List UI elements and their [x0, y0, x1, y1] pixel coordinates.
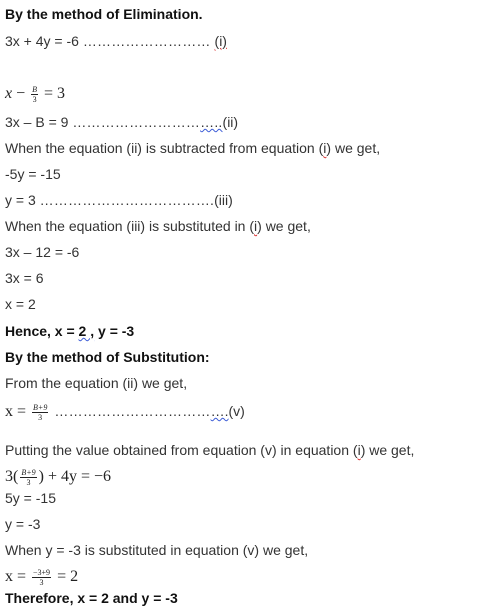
- subtract-instruction: [5, 140, 380, 156]
- equation-ii: [5, 114, 238, 130]
- text-segment: When the equation (ii) is subtracted from equation (: [5, 140, 324, 156]
- equation-i: [5, 33, 227, 49]
- math-minus: −: [16, 85, 26, 102]
- fraction-numerator: −3+9: [33, 567, 51, 577]
- elimination-heading: By the method of Elimination.: [5, 6, 203, 22]
- fraction: [32, 568, 51, 587]
- text-segment: Putting the value obtained from equation (v) in equation (: [5, 442, 358, 458]
- math-x-minus-b-over-3: [5, 82, 65, 106]
- fraction-denominator: 3: [39, 577, 44, 587]
- fraction: [32, 403, 48, 422]
- elimination-result: [5, 323, 134, 339]
- text-segment: ) we get,: [257, 218, 311, 234]
- fraction-denominator: 3: [32, 94, 37, 104]
- fraction-numerator: B: [32, 84, 38, 94]
- leader-dots: ………………………: [72, 114, 201, 130]
- math-x-result: [5, 566, 78, 588]
- equation-iii-label: (iii): [214, 192, 233, 208]
- leader-dots-flagged: …..: [200, 114, 223, 130]
- from-equation-line: From the equation (ii) we get,: [5, 375, 188, 391]
- equation-ii-label: (ii): [222, 114, 239, 130]
- text-segment: ) we get,: [360, 442, 415, 458]
- fraction-numerator: B+9: [21, 467, 36, 477]
- flagged-text: 2 ,: [78, 323, 95, 339]
- when-substituted-line: When y = -3 is substituted in equation (v) we get,: [5, 542, 309, 558]
- leader-dots: ……………………………….: [39, 192, 215, 208]
- elim-step-4: x = 2: [5, 296, 36, 312]
- fraction: [20, 468, 36, 487]
- elim-step-2: 3x – 12 = -6: [5, 244, 80, 260]
- equation-iii-text: y = 3: [5, 192, 40, 208]
- fraction-denominator: 3: [38, 412, 43, 422]
- fraction-denominator: 3: [26, 477, 31, 487]
- text-segment: y = -3: [94, 323, 135, 339]
- equation-v-label: (v): [228, 403, 245, 419]
- elim-step-3: 3x = 6: [5, 270, 44, 286]
- elim-step-1: -5y = -15: [5, 166, 61, 182]
- subst-step-1: 5y = -15: [5, 490, 56, 506]
- equation-i-text: 3x + 4y = -6: [5, 33, 83, 49]
- text-segment: When the equation (iii) is substituted in (: [5, 218, 255, 234]
- math-x-equals-fraction: [5, 400, 245, 423]
- equation-ref: i: [323, 140, 327, 156]
- equation-iii: [5, 192, 233, 208]
- math-substituted-equation: [5, 466, 111, 488]
- equation-ref: i: [254, 218, 258, 234]
- equation-i-label: (i): [214, 33, 227, 49]
- leader-dots: ……………………………: [50, 403, 211, 419]
- substitution-heading: By the method of Substitution:: [5, 349, 210, 365]
- putting-value-line: [5, 442, 414, 458]
- equation-ii-text: 3x – B = 9: [5, 114, 73, 130]
- math-rhs: = 3: [44, 85, 66, 102]
- math-open: 3(: [5, 468, 19, 485]
- leader-dots: ………………………: [82, 33, 211, 49]
- math-close: ) + 4y = −6: [38, 468, 112, 485]
- text-segment: ) we get,: [326, 140, 381, 156]
- equation-ref: i: [357, 442, 361, 458]
- fraction: [31, 85, 38, 104]
- text-segment: Hence, x =: [5, 323, 79, 339]
- final-answer: Therefore, x = 2 and y = -3: [5, 590, 178, 606]
- fraction-numerator: B+9: [33, 402, 48, 412]
- math-rhs: = 2: [57, 568, 79, 585]
- substitute-instruction: [5, 218, 311, 234]
- math-lhs: x =: [5, 403, 27, 420]
- subst-step-2: y = -3: [5, 516, 41, 532]
- math-var-x: x: [5, 85, 13, 102]
- leader-dots-flagged: ….: [210, 403, 229, 419]
- math-lhs: x =: [5, 568, 27, 585]
